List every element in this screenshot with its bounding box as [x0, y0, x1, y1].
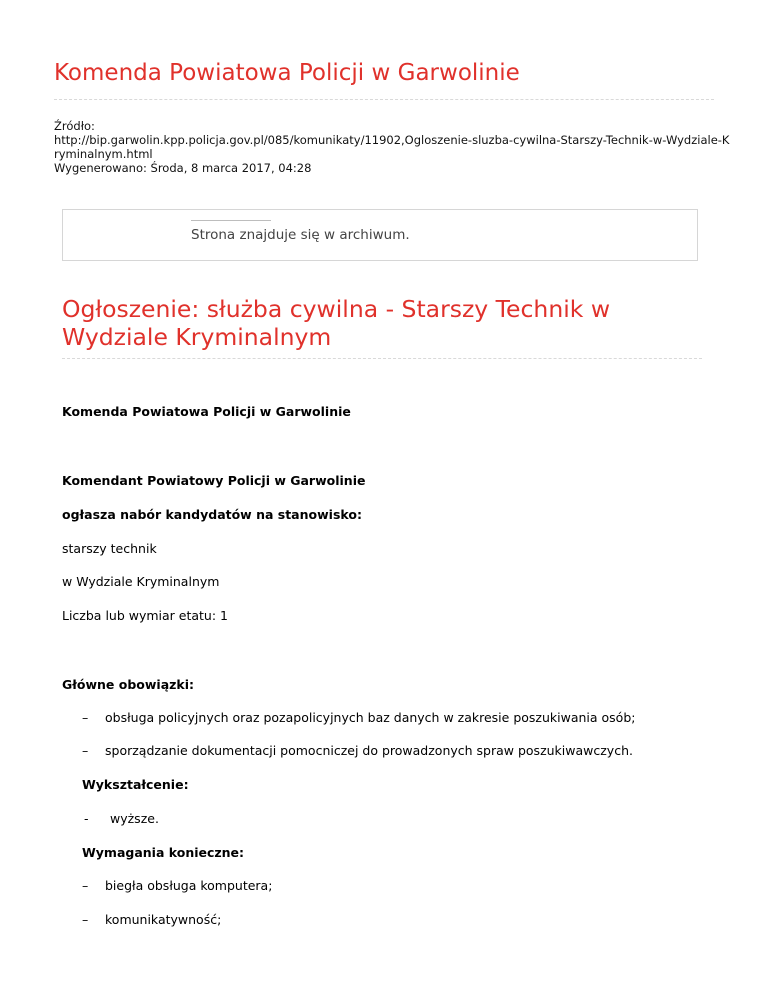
- archive-notice-box: [62, 209, 698, 261]
- duties-heading: Główne obowiązki:: [62, 677, 195, 692]
- list-bullet: -: [84, 811, 89, 826]
- source-url-cont: ryminalnym.html: [54, 147, 153, 161]
- archive-notice-rule: [191, 220, 271, 221]
- site-title: Komenda Powiatowa Policji w Garwolinie: [54, 60, 520, 86]
- source-info: [54, 119, 730, 175]
- title-divider: [62, 358, 702, 359]
- header-divider: [54, 99, 714, 100]
- source-url: http://bip.garwolin.kpp.policja.gov.pl/085/komunikaty/11902,Ogloszenie-sluzba-cywilna-Starszy-Technik-w-Wydziale-K: [54, 133, 730, 147]
- archive-notice-text: Strona znajduje się w archiwum.: [191, 227, 410, 243]
- positions-count: Liczba lub wymiar etatu: 1: [62, 608, 228, 623]
- list-bullet: –: [82, 743, 89, 758]
- list-item: sporządzanie dokumentacji pomocniczej do prowadzonych spraw poszukiwawczych.: [105, 743, 633, 758]
- requirements-heading: Wymagania konieczne:: [82, 845, 245, 860]
- list-bullet: –: [82, 878, 89, 893]
- list-item: biegła obsługa komputera;: [105, 878, 273, 893]
- education-heading: Wykształcenie:: [82, 777, 189, 792]
- announcer: Komendant Powiatowy Policji w Garwolinie: [62, 473, 366, 488]
- generated-date: Wygenerowano: Środa, 8 marca 2017, 04:28: [54, 161, 312, 175]
- organization-name: Komenda Powiatowa Policji w Garwolinie: [62, 404, 351, 419]
- list-item: wyższe.: [110, 811, 159, 826]
- list-item: komunikatywność;: [105, 912, 222, 927]
- article-title: Ogłoszenie: służba cywilna - Starszy Technik w Wydziale Kryminalnym: [62, 295, 611, 351]
- source-label: Źródło:: [54, 119, 95, 133]
- announces-text: ogłasza nabór kandydatów na stanowisko:: [62, 507, 362, 522]
- list-bullet: –: [82, 912, 89, 927]
- list-item: obsługa policyjnych oraz pozapolicyjnych baz danych w zakresie poszukiwania osób;: [105, 710, 636, 725]
- position-name: starszy technik: [62, 541, 157, 556]
- list-bullet: –: [82, 710, 89, 725]
- department-name: w Wydziale Kryminalnym: [62, 574, 220, 589]
